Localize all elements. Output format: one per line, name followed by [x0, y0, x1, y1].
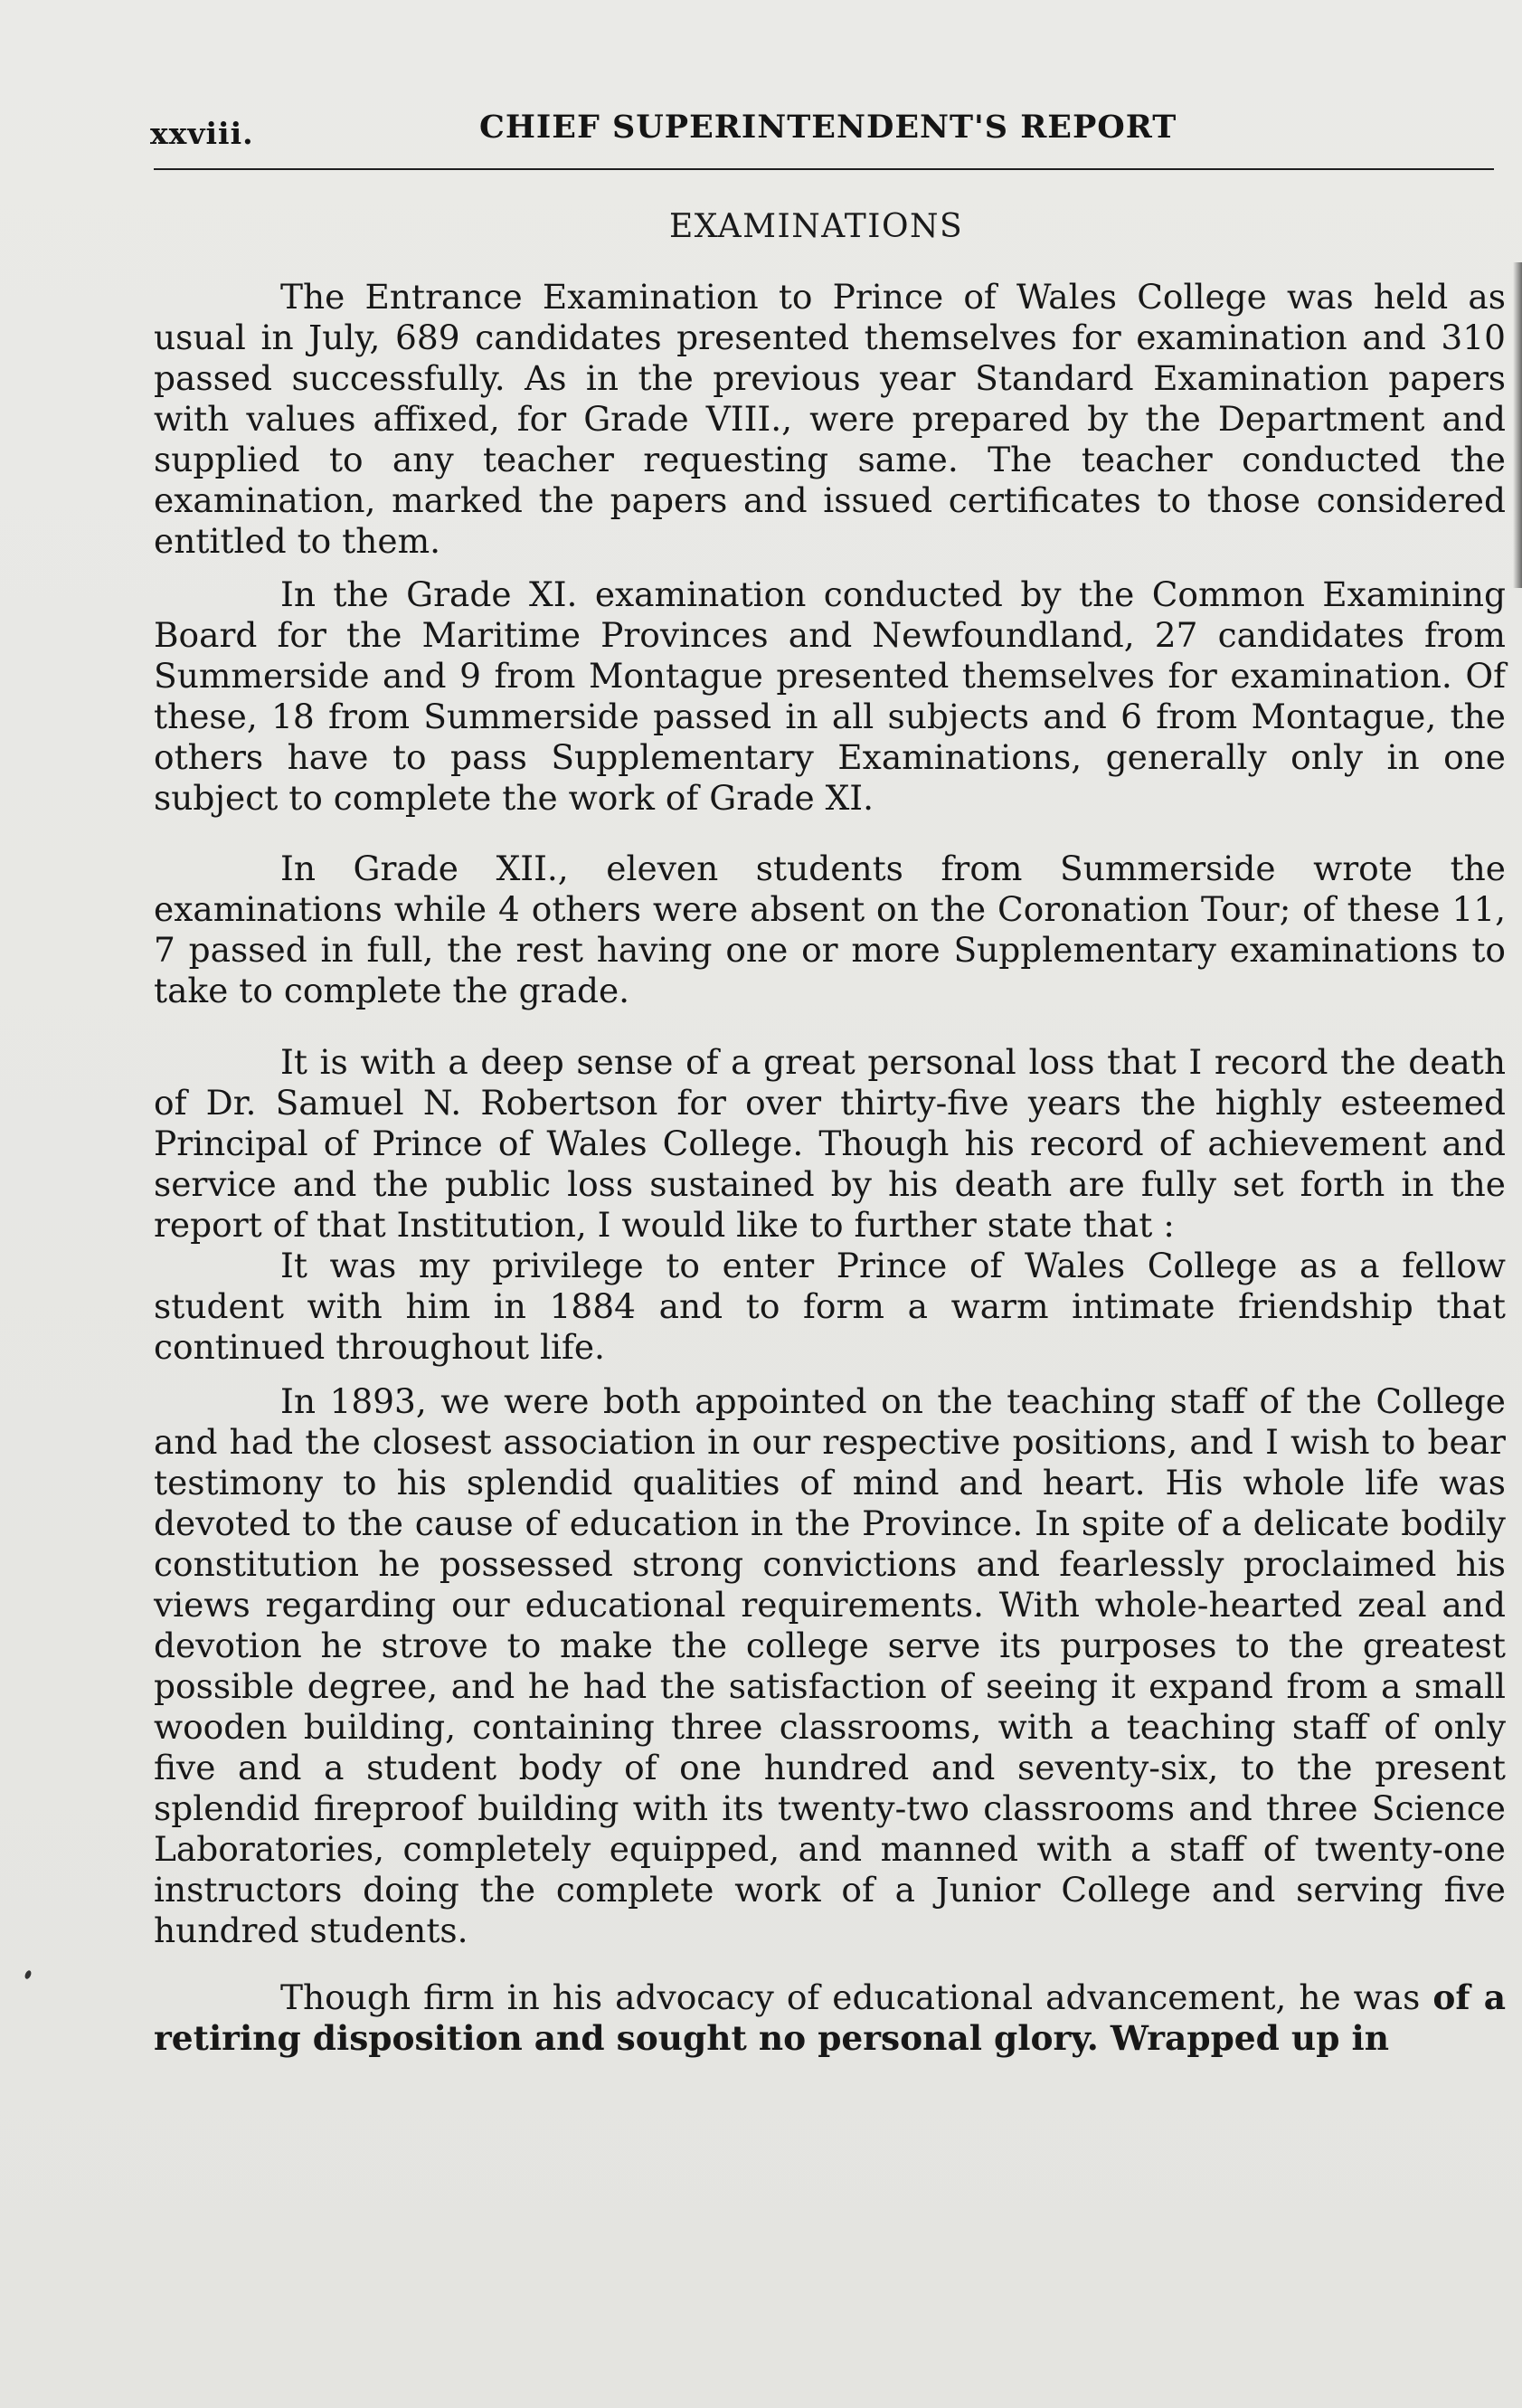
running-title: CHIEF SUPERINTENDENT'S REPORT: [479, 109, 1177, 146]
scan-speck: [24, 1969, 33, 1980]
paragraph-regular-run: Though firm in his advocacy of educational advancement, he was: [280, 1977, 1433, 2017]
paragraph-retiring-disposition: [154, 1977, 1506, 2059]
paragraph-robertson-tribute: It is with a deep sense of a great personal loss that I record the death of Dr. Samuel N. Robertson for over thirty-five years the highly esteemed Principal of Prince of Wales College. Though his record of achievement and service and the public loss sustained by his death are fully set forth in the report of that Institution, I would like to further state that :: [154, 1042, 1506, 1245]
body-text: [154, 277, 1506, 2059]
paragraph-bold-run: of a retiring disposition and sought no personal glory. Wrapped up in: [154, 1977, 1506, 2058]
page-header: [150, 107, 1494, 161]
page-number: xxviii.: [150, 116, 254, 151]
paragraph-entrance-examination: The Entrance Examination to Prince of Wales College was held as usual in July, 689 candidates presented themselves for examination and 310 passed successfully. As in the previous year Standard Examination papers with values affixed, for Grade VIII., were prepared by the Department and supplied to any teacher requesting same. The teacher conducted the examination, marked the papers and issued certificates to those considered entitled to them.: [154, 277, 1506, 561]
header-rule: [154, 168, 1494, 170]
paragraph-1893-appointment: In 1893, we were both appointed on the teaching staff of the College and had the closest association in our respective positions, and I wish to bear testimony to his splendid qualities of mind and heart. His whole life was devoted to the cause of education in the Province. In spite of a delicate bodily constitution he possessed strong convictions and fearlessly proclaimed his views regarding our educational requirements. With whole-hearted zeal and devotion he strove to make the college serve its purposes to the greatest possible degree, and he had the satisfaction of seeing it expand from a small wooden building, containing three classrooms, with a teaching staff of only five and a student body of one hundred and seventy-six, to the present splendid fireproof building with its twenty-two classrooms and three Science Laboratories, completely equipped, and manned with a staff of twenty-one instructors doing the complete work of a Junior College and serving five hundred students.: [154, 1381, 1506, 1950]
paragraph-grade-xii: In Grade XII., eleven students from Summerside wrote the examinations while 4 others were absent on the Coronation Tour; of these 11, 7 passed in full, the rest having one or more Supplementary examinations to take to complete the grade.: [154, 848, 1506, 1010]
paragraph-fellow-student: It was my privilege to enter Prince of Wales College as a fellow student with him in 1884 and to form a warm intimate friendship that continued throughout life.: [154, 1246, 1506, 1367]
section-heading: EXAMINATIONS: [669, 208, 964, 245]
page-edge-shadow: [1513, 262, 1522, 588]
paragraph-grade-xi: In the Grade XI. examination conducted by the Common Examining Board for the Maritime Provinces and Newfoundland, 27 candidates from Summerside and 9 from Montague presented themselves for examination. Of these, 18 from Summerside passed in all subjects and 6 from Montague, the others have to pass Supplementary Examinations, generally only in one subject to complete the work of Grade XI.: [154, 574, 1506, 818]
